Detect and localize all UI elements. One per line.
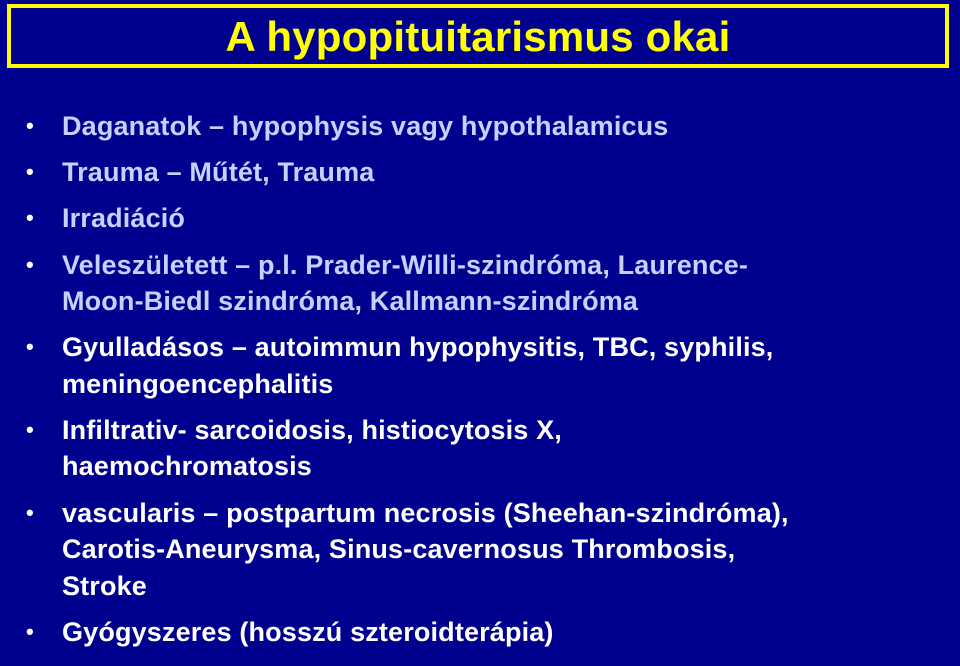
list-item — [0, 495, 960, 605]
list-item-line: vascularis – postpartum necrosis (Sheehan-szindróma), — [62, 497, 789, 528]
list-item-line: Carotis-Aneurysma, Sinus-cavernosus Thrombosis, — [62, 534, 736, 565]
title-box — [7, 4, 949, 68]
list-item — [0, 247, 960, 320]
list-item-line: Stroke — [62, 570, 147, 601]
list-item-line: haemochromatosis — [62, 451, 312, 482]
bullet-icon: • — [26, 251, 34, 277]
bullet-icon: • — [26, 205, 34, 231]
list-item-line: Trauma – Műtét, Trauma — [62, 157, 375, 188]
list-item-line: Irradiáció — [62, 203, 186, 234]
slide-title: A hypopituitarismus okai — [225, 13, 731, 60]
list-item — [0, 154, 960, 191]
list-item — [0, 329, 960, 402]
list-item-line: Gyógyszeres (hosszú szteroidterápia) — [62, 616, 554, 647]
list-item-line: Moon-Biedl szindróma, Kallmann-szindróma — [62, 286, 639, 317]
list-item — [0, 108, 960, 145]
bullet-icon: • — [26, 499, 34, 525]
bullet-icon: • — [26, 113, 34, 138]
list-item — [0, 412, 960, 485]
list-item-line: Daganatok – hypophysis vagy hypothalamicus — [62, 111, 669, 141]
list-item — [0, 614, 960, 651]
bullet-icon: • — [26, 334, 34, 360]
bullet-icon: • — [26, 618, 34, 644]
list-item-line: Veleszületett – p.l. Prader-Willi-szindróma, Laurence- — [62, 249, 749, 280]
list-item — [0, 200, 960, 237]
list-item-line: meningoencephalitis — [62, 368, 334, 399]
list-item-line: Gyulladásos – autoimmun hypophysitis, TBC, syphilis, — [62, 332, 774, 363]
list-item-line: Infiltrativ- sarcoidosis, histiocytosis X, — [62, 414, 562, 445]
bullet-list — [0, 108, 960, 660]
bullet-icon: • — [26, 159, 34, 185]
bullet-icon: • — [26, 416, 34, 442]
